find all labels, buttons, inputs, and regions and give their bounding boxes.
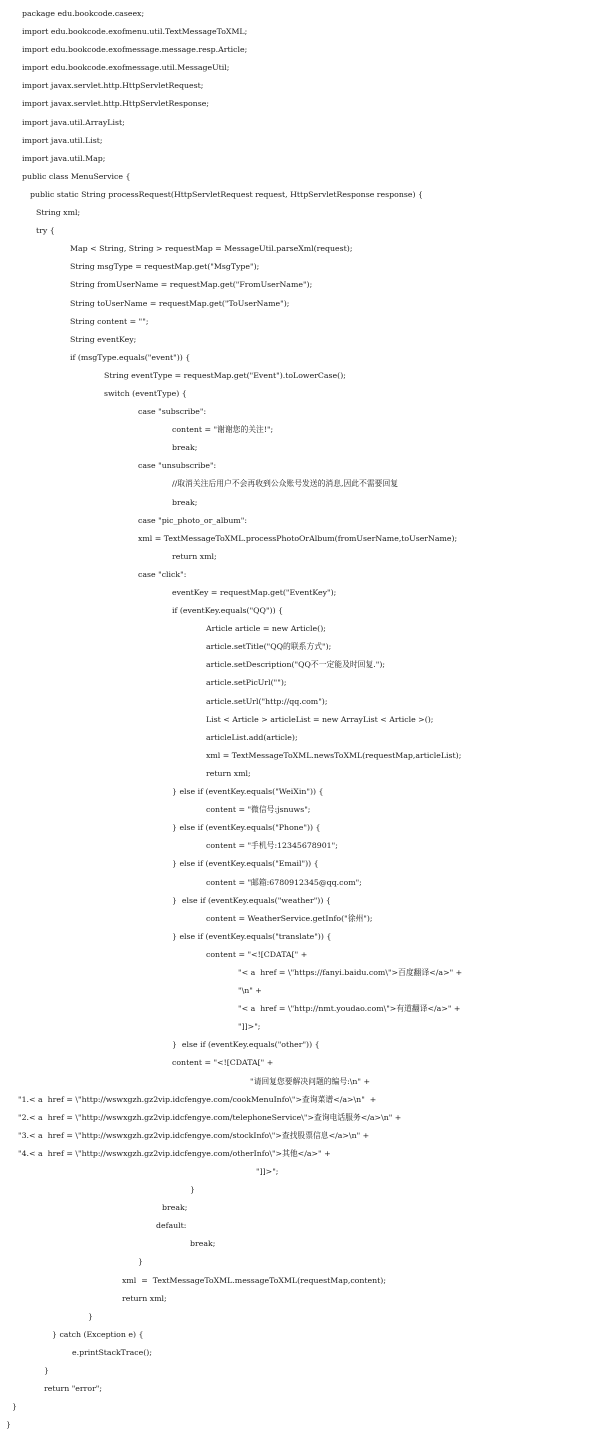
code-line: try {: [36, 226, 55, 236]
code-line: String msgType = requestMap.get("MsgType");: [70, 262, 260, 272]
code-line: String fromUserName = requestMap.get("FromUserName");: [70, 280, 313, 290]
code-line: case "subscribe":: [138, 407, 207, 417]
code-line: "]]>";: [238, 1022, 261, 1032]
code-line: "]]>";: [256, 1167, 279, 1176]
code-line: article.setUrl("http://qq.com");: [206, 696, 328, 706]
code-line: //取消关注后用户不会再收到公众账号发送的消息,因此不需要回复: [172, 479, 399, 489]
code-line: } else if (eventKey.equals("WeiXin")) {: [172, 787, 324, 797]
code-line: String xml;: [36, 208, 81, 218]
code-line: content = "微信号:jsnuws";: [206, 805, 311, 815]
code-line: "1.< a href = \"http://wswxgzh.gz2vip.idcfengye.com/cookMenuInfo\">查询菜谱</a>\n" +: [18, 1094, 377, 1104]
code-line: article.setPicUrl("");: [206, 678, 287, 688]
code-line: } catch (Exception e) {: [52, 1329, 144, 1339]
code-line: } else if (eventKey.equals("weather")) {: [172, 895, 331, 905]
code-line: "请回复您要解决问题的编号:\n" +: [250, 1076, 371, 1086]
code-line: xml = TextMessageToXML.messageToXML(requestMap,content);: [122, 1275, 386, 1285]
code-line: eventKey = requestMap.get("EventKey");: [172, 588, 337, 597]
code-line: }: [190, 1185, 195, 1195]
code-line: import java.util.List;: [22, 135, 103, 145]
code-line: if (eventKey.equals("QQ")) {: [172, 606, 284, 616]
code-line: "4.< a href = \"http://wswxgzh.gz2vip.idcfengye.com/otherInfo\">其他</a>" +: [18, 1148, 331, 1158]
code-line: articleList.add(article);: [206, 732, 298, 742]
code-line: xml = TextMessageToXML.processPhotoOrAlbum(fromUserName,toUserName);: [138, 533, 458, 543]
code-line: content = "<![CDATA[" +: [206, 949, 308, 959]
code-line: import edu.bookcode.exofmessage.util.MessageUtil;: [22, 63, 230, 73]
code-line: content = WeatherService.getInfo("徐州");: [206, 913, 373, 923]
code-line: case "pic_photo_or_album":: [138, 515, 247, 525]
code-line: break;: [172, 497, 198, 507]
code-line: } else if (eventKey.equals("translate")) {: [172, 931, 332, 941]
code-line: case "click":: [138, 569, 187, 579]
code-line: e.printStackTrace();: [72, 1347, 152, 1357]
code-line: break;: [162, 1203, 188, 1213]
code-line: String content = "";: [70, 316, 149, 326]
code-line: "3.< a href = \"http://wswxgzh.gz2vip.idcfengye.com/stockInfo\">查找股票信息</a>\n" +: [18, 1130, 370, 1140]
code-line: switch (eventType) {: [104, 388, 187, 398]
code-line: break;: [190, 1239, 216, 1249]
code-line: xml = TextMessageToXML.newsToXML(requestMap,articleList);: [206, 750, 462, 760]
code-line: }: [6, 1420, 11, 1430]
code-line: "< a href = \"http://nmt.youdao.com\">有道翻译</a>" +: [238, 1004, 461, 1014]
code-line: article.setDescription("QQ不一定能及时回复.");: [206, 660, 386, 670]
code-line: default:: [156, 1221, 187, 1231]
code-line: break;: [172, 443, 198, 453]
code-line: String eventType = requestMap.get("Event").toLowerCase();: [104, 370, 346, 380]
code-line: import java.util.Map;: [22, 153, 106, 163]
code-line: }: [12, 1402, 17, 1412]
code-line: "< a href = \"https://fanyi.baidu.com\">百度翻译</a>" +: [238, 967, 463, 977]
code-line: return xml;: [206, 768, 251, 778]
code-line: case "unsubscribe":: [138, 461, 217, 471]
code-line: "2.< a href = \"http://wswxgzh.gz2vip.idcfengye.com/telephoneService\">查询电话服务</a>\n" +: [18, 1112, 402, 1122]
code-line: return xml;: [122, 1293, 167, 1303]
code-line: if (msgType.equals("event")) {: [70, 352, 191, 362]
code-line: String toUserName = requestMap.get("ToUserName");: [70, 298, 290, 308]
code-line: package edu.bookcode.caseex;: [22, 9, 145, 18]
code-line: import java.util.ArrayList;: [22, 117, 125, 127]
code-line: }: [138, 1257, 143, 1267]
code-line: content = "手机号:12345678901";: [206, 841, 338, 851]
code-line: Map < String, String > requestMap = MessageUtil.parseXml(request);: [70, 244, 353, 254]
code-line: "\n" +: [238, 986, 262, 996]
code-listing: [0, 5, 600, 1434]
code-line: String eventKey;: [70, 334, 137, 344]
code-line: public class MenuService {: [22, 171, 131, 181]
code-line: }: [88, 1311, 93, 1321]
code-line: content = "谢谢您的关注!";: [172, 425, 274, 435]
code-line: public static String processRequest(HttpServletRequest request, HttpServletResponse response) {: [30, 189, 423, 199]
code-line: article.setTitle("QQ的联系方式");: [206, 642, 332, 652]
code-line: List < Article > articleList = new ArrayList < Article >();: [206, 714, 434, 724]
code-line: } else if (eventKey.equals("other")) {: [172, 1040, 320, 1050]
code-line: content = "<![CDATA[" +: [172, 1058, 274, 1068]
code-line: import javax.servlet.http.HttpServletResponse;: [22, 99, 209, 109]
code-line: content = "邮箱:6780912345@qq.com";: [206, 877, 362, 887]
code-line: return "error";: [44, 1384, 103, 1394]
code-line: } else if (eventKey.equals("Email")) {: [172, 859, 319, 869]
code-line: return xml;: [172, 551, 217, 561]
code-line: import edu.bookcode.exofmenu.util.TextMessageToXML;: [22, 27, 248, 37]
code-line: } else if (eventKey.equals("Phone")) {: [172, 823, 321, 833]
code-line: import javax.servlet.http.HttpServletRequest;: [22, 81, 204, 91]
code-line: }: [44, 1366, 49, 1376]
code-line: Article article = new Article();: [206, 624, 326, 634]
code-line: import edu.bookcode.exofmessage.message.resp.Article;: [22, 45, 248, 55]
